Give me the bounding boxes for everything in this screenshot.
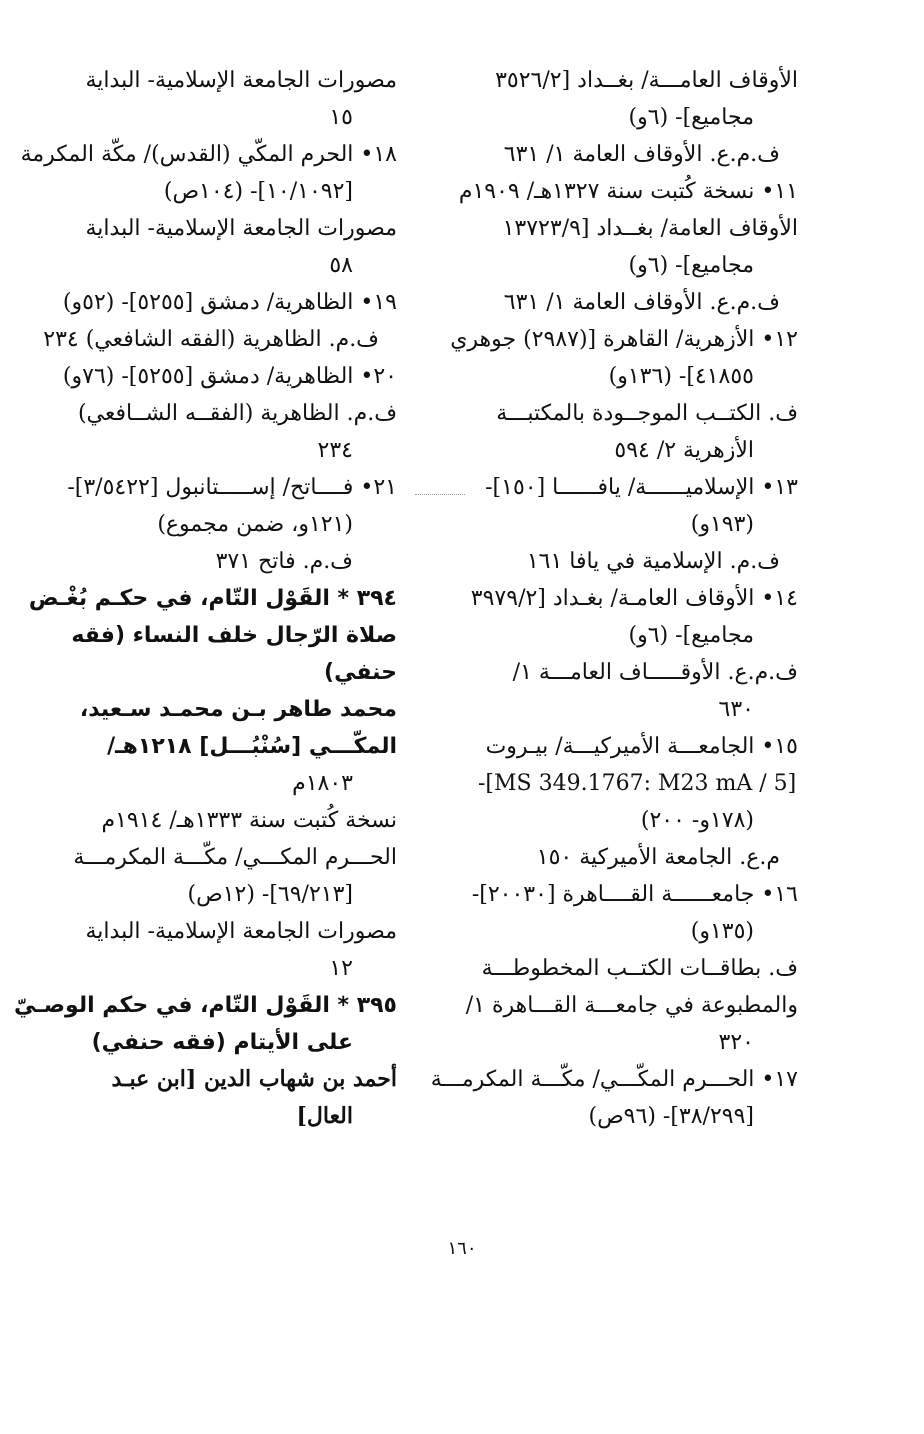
- right-column-line: ١٥• الجامعـــة الأميركيـــة/ بيـروت: [485, 734, 798, 759]
- right-column-line: ف. الكتــب الموجــودة بالمكتبـــة: [496, 401, 798, 426]
- left-column-line: (١٢١و، ضمن مجموع): [157, 512, 353, 537]
- right-column-line: ف.م.ع. الأوقاف العامة ١/ ٦٣١: [503, 290, 780, 315]
- left-column-line: ف.م. فاتح ٣٧١: [215, 549, 353, 574]
- right-column: [430, 62, 798, 1135]
- left-column-line: ٢١• فــــاتح/ إســـــتانبول [٣/٥٤٢٢]-: [67, 475, 397, 500]
- left-column-line: ١٥: [329, 105, 353, 130]
- right-column-line: الأزهرية ٢/ ٥٩٤: [614, 438, 754, 463]
- right-column-line: ف. بطاقــات الكتــب المخطوطـــة: [481, 956, 798, 981]
- left-column-line: ١٨• الحرم المكّي (القدس)/ مكّة المكرمة: [20, 142, 397, 167]
- left-column-line: أحمد بن شهاب الدين [ابن عبـد: [111, 1066, 397, 1092]
- right-column-line: مجاميع]- (٦و): [628, 623, 754, 648]
- left-column-line: ٣٩٤ * القَوْل التّام، في حكـم بُغْـض: [28, 586, 397, 611]
- right-column-line: مجاميع]- (٦و): [628, 253, 754, 278]
- right-column-line: ١٤• الأوقاف العامـة/ بغـداد [٣٩٧٩/٢: [470, 586, 798, 611]
- right-column-line: ١٧• الحـــرم المكّـــي/ مكّـــة المكرمـــة: [430, 1067, 798, 1092]
- left-column-line: الحـــرم المكـــي/ مكّـــة المكرمـــة: [73, 845, 397, 870]
- left-column-line: ٢٣٤: [317, 438, 353, 463]
- scan-artifact-line: [415, 494, 465, 495]
- left-column-line: المكّـــي [سُنْبُـــل] ١٢١٨هـ/: [107, 734, 397, 759]
- left-column-line: حنفي): [324, 660, 397, 685]
- right-column-line: (١٣٥و): [690, 919, 754, 944]
- left-column-line: ١٨٠٣م: [292, 771, 353, 796]
- right-column-line: الأوقاف العامـــة/ بغــداد [٣٥٢٦/٢: [495, 68, 798, 93]
- right-column-line: (١٧٨و- ٢٠٠): [640, 808, 754, 833]
- left-column: [14, 62, 397, 1135]
- left-column-line: ف.م. الظاهرية (الفقــه الشــافعي): [77, 401, 397, 426]
- left-column-line: مصورات الجامعة الإسلامية- البداية: [85, 919, 397, 944]
- right-column-line: ف.م.ع. الأوقـــــاف العامـــة ١/: [512, 660, 798, 685]
- right-column-line: م.ع. الجامعة الأميركية ١٥٠: [536, 845, 780, 870]
- left-column-line: نسخة كُتبت سنة ١٣٣٣هـ/ ١٩١٤م: [101, 808, 397, 833]
- right-column-line: ١١• نسخة كُتبت سنة ١٣٢٧هـ/ ١٩٠٩م: [458, 179, 798, 204]
- left-column-line: مصورات الجامعة الإسلامية- البداية: [85, 68, 397, 93]
- left-column-line: محمد طاهر بـن محمـد سـعيد،: [79, 697, 397, 722]
- left-column-line: مصورات الجامعة الإسلامية- البداية: [85, 216, 397, 241]
- right-column-line: مجاميع]- (٦و): [628, 105, 754, 130]
- left-column-line: ٣٩٥ * القَوْل التّام، في حكم الوصـيّ: [14, 993, 397, 1018]
- left-column-line: ٢٠• الظاهرية/ دمشق [٥٢٥٥]- (٧٦و): [62, 364, 397, 389]
- right-column-line: [٣٨/٢٩٩]- (٩٦ص): [588, 1104, 754, 1129]
- left-column-line: [٦٩/٢١٣]- (١٢ص): [187, 882, 353, 907]
- left-column-line: ٥٨: [329, 253, 353, 278]
- right-column-line: ٣٢٠: [718, 1030, 754, 1055]
- left-column-line: على الأيتام (فقه حنفي): [91, 1030, 353, 1055]
- right-column-line: ٦٣٠: [718, 697, 754, 722]
- right-column-line: (١٩٣و): [690, 512, 754, 537]
- left-column-line: [١٠/١٠٩٢]- (١٠٤ص): [163, 179, 353, 204]
- right-column-line: ١٦• جامعــــــة القــــاهرة [٢٠٠٣٠]-: [471, 882, 798, 907]
- page-number: ١٦٠: [447, 1238, 477, 1259]
- right-column-line: الأوقاف العامة/ بغــداد [١٣٧٢٣/٩: [502, 216, 798, 241]
- left-column-line: ف.م. الظاهرية (الفقه الشافعي) ٢٣٤: [43, 327, 379, 352]
- right-column-line: ف.م. الإسلامية في يافا ١٦١: [526, 549, 780, 574]
- left-column-line: ١٢: [329, 956, 353, 981]
- right-column-line: ١٣• الإسلاميــــــة/ يافــــــا [١٥٠]-: [485, 475, 798, 500]
- right-column-line: ف.م.ع. الأوقاف العامة ١/ ٦٣١: [503, 142, 780, 167]
- right-column-line: ٤١٨٥٥]- (١٣٦و): [608, 364, 754, 389]
- right-column-line: -[MS 349.1767: M23 mA / 5]: [478, 771, 797, 796]
- right-column-line: والمطبوعة في جامعـــة القـــاهرة ١/: [465, 993, 798, 1018]
- left-column-line: العال]: [296, 1103, 353, 1129]
- right-column-line: ١٢• الأزهرية/ القاهرة [(٢٩٨٧) جوهري: [450, 327, 798, 352]
- left-column-line: ١٩• الظاهرية/ دمشق [٥٢٥٥]- (٥٢و): [62, 290, 397, 315]
- left-column-line: صلاة الرّجال خلف النساء (فقه: [71, 623, 397, 648]
